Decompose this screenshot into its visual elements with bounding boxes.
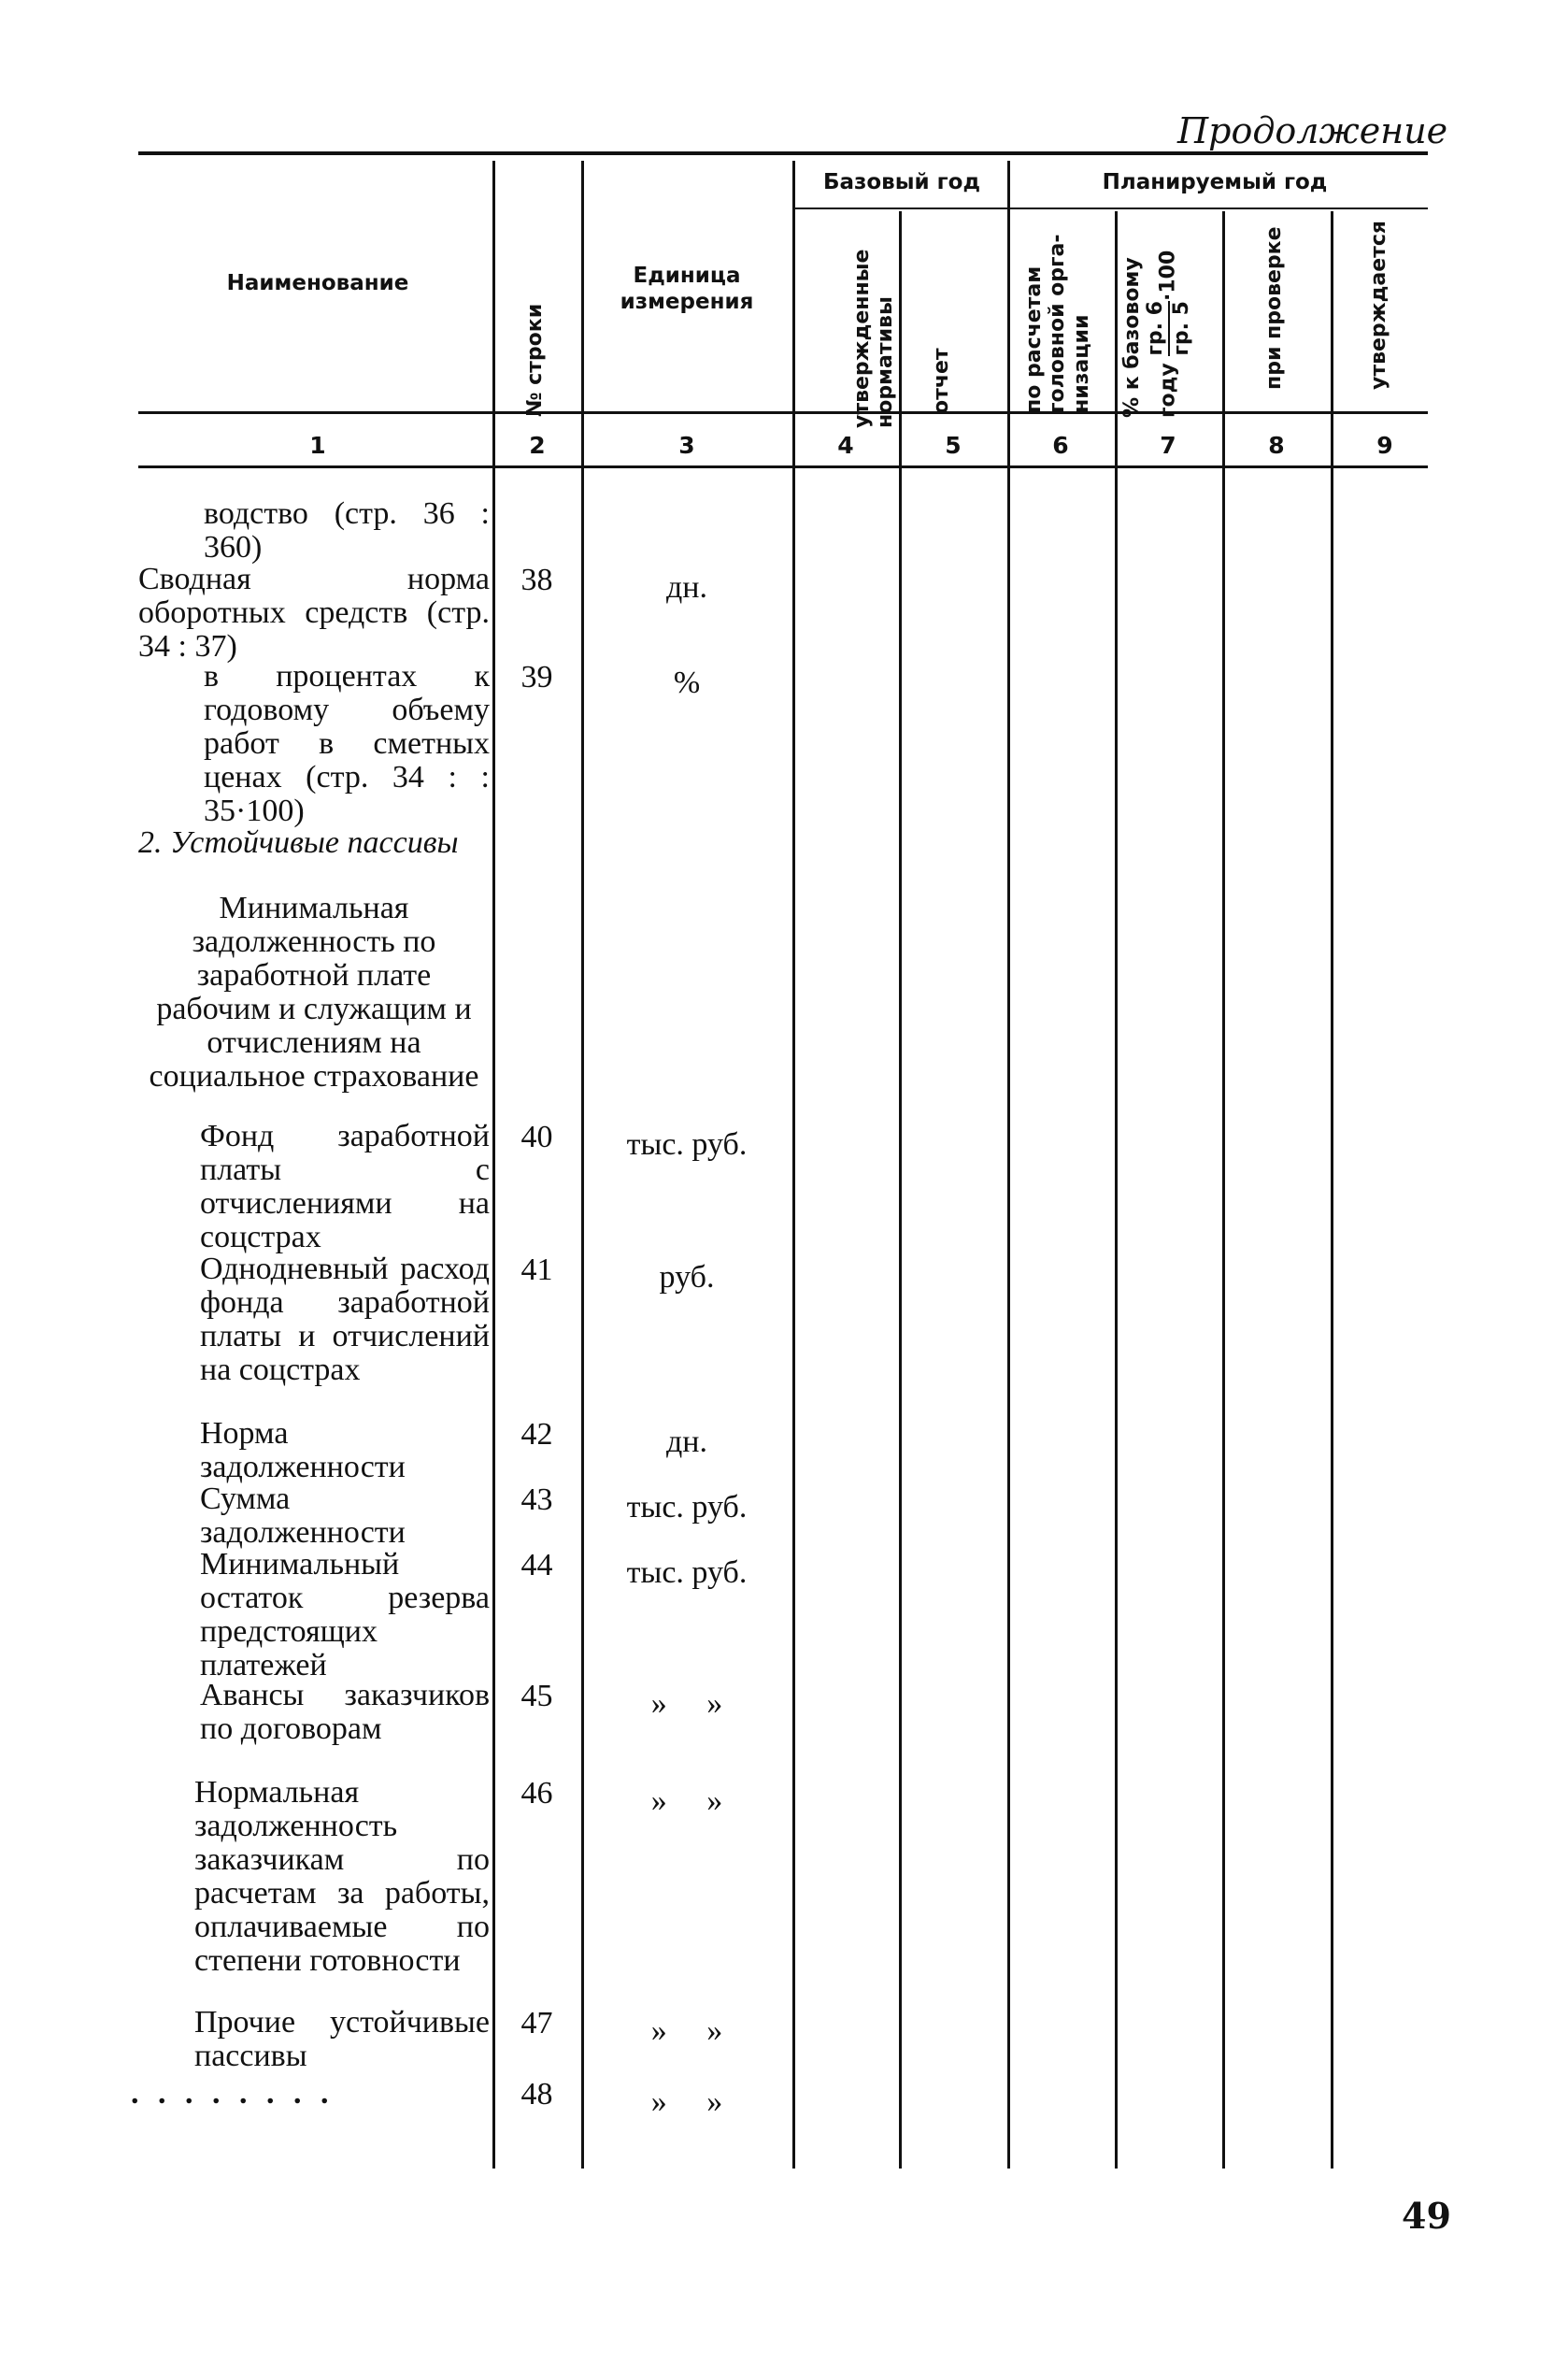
table-row-name: Сводная норма оборотных средств (стр. 34 : 37) <box>138 562 490 664</box>
row-number: 47 <box>520 2006 553 2040</box>
table-top-rule <box>138 151 1428 155</box>
row-number: 39 <box>520 660 553 694</box>
table-row-name: Авансы заказчиков по договорам <box>200 1678 490 1746</box>
group-divider-rule <box>794 208 1428 209</box>
row-unit: » » <box>650 1686 723 1721</box>
percent-fraction: гр. 6 гр. 5 <box>1144 301 1193 356</box>
table-row-name: Минимальная задолженность по заработной плате рабочим и служащим и отчислениям на социальное страхование <box>149 891 479 1094</box>
colnum-6: 6 <box>1052 432 1069 459</box>
header-report: отчет <box>930 348 953 414</box>
row-number: 46 <box>520 1776 553 1811</box>
row-number: 44 <box>520 1548 553 1582</box>
row-number: 41 <box>520 1253 553 1287</box>
row-unit: тыс. руб. <box>626 1555 748 1590</box>
table-row-name: Минимальный остаток резерва предстоящих платежей <box>200 1547 490 1682</box>
page-number: 49 <box>1402 2195 1451 2237</box>
colnum-5: 5 <box>945 432 962 459</box>
header-check: при проверке <box>1262 226 1286 390</box>
colnum-2: 2 <box>529 432 546 459</box>
row-unit: руб. <box>659 1260 715 1295</box>
table-row-name: водство (стр. 36 : 360) <box>204 496 490 565</box>
row-number: 42 <box>520 1417 553 1452</box>
vline-5 <box>1007 161 1010 2169</box>
colnum-7: 7 <box>1160 432 1176 459</box>
colnum-9: 9 <box>1376 432 1393 459</box>
header-approved-norms: утвержденные нормативы <box>850 249 898 428</box>
row-unit: дн. <box>666 1424 707 1459</box>
table-row-name: в процентах к годовому объему работ в сметных ценах (стр. 34 : : 35·100) <box>204 659 490 828</box>
row-number: 48 <box>520 2077 553 2111</box>
row-unit: » » <box>650 2084 723 2119</box>
vline-8 <box>1331 211 1333 2169</box>
table-row-name: Сумма задолженности <box>200 1482 406 1550</box>
row-number: 45 <box>520 1679 553 1713</box>
row-unit: % <box>673 666 701 700</box>
colnum-8: 8 <box>1268 432 1285 459</box>
row-unit: тыс. руб. <box>626 1490 748 1525</box>
table-row-name: Фонд заработной платы с отчислениями на соцстрах <box>200 1119 490 1254</box>
table-row-name: Прочие устойчивые пассивы <box>194 2005 490 2073</box>
row-unit: тыс. руб. <box>626 1127 748 1162</box>
vline-7 <box>1222 211 1225 2169</box>
row-number: 40 <box>520 1120 553 1154</box>
colnum-4: 4 <box>837 432 854 459</box>
vline-6 <box>1115 211 1118 2169</box>
vline-4 <box>899 211 902 2169</box>
header-unit: Единица измерения <box>620 264 754 314</box>
colnum-3: 3 <box>678 432 695 459</box>
table-row-name: . . . . . . . . <box>131 2076 335 2111</box>
section-heading: 2. Устойчивые пассивы <box>138 825 459 860</box>
header-approved: утверждается <box>1367 220 1390 390</box>
header-row-no: № строки <box>523 303 547 417</box>
table-row-name: Нормальная задолженность заказчикам по расчетам за работы, оплачиваемые по степени готовности <box>194 1775 490 1978</box>
colnum-bottom-rule <box>138 465 1428 468</box>
header-group-plan: Планируемый год <box>1102 170 1328 194</box>
header-percent-to-base: % к базовому году гр. 6 гр. 5 ·100 <box>1120 250 1193 418</box>
header-name: Наименование <box>226 271 409 295</box>
row-unit: » » <box>650 2013 723 2048</box>
row-unit: дн. <box>666 570 707 605</box>
header-group-base: Базовый год <box>822 170 981 194</box>
vline-2 <box>581 161 584 2169</box>
row-number: 43 <box>520 1482 553 1517</box>
row-number: 38 <box>520 563 553 597</box>
header-head-org: по расчетам головной орга- низации <box>1022 234 1093 413</box>
continuation-label: Продолжение <box>1177 110 1448 151</box>
colnum-1: 1 <box>309 432 326 459</box>
vline-1 <box>492 161 495 2169</box>
table-row-name: Однодневный расход фонда заработной платы и отчислений на соцстрах <box>200 1252 490 1387</box>
vline-3 <box>792 161 795 2169</box>
row-unit: » » <box>650 1783 723 1818</box>
table-row-name: Норма задолженности <box>200 1416 406 1484</box>
header-bottom-rule <box>138 411 1428 414</box>
